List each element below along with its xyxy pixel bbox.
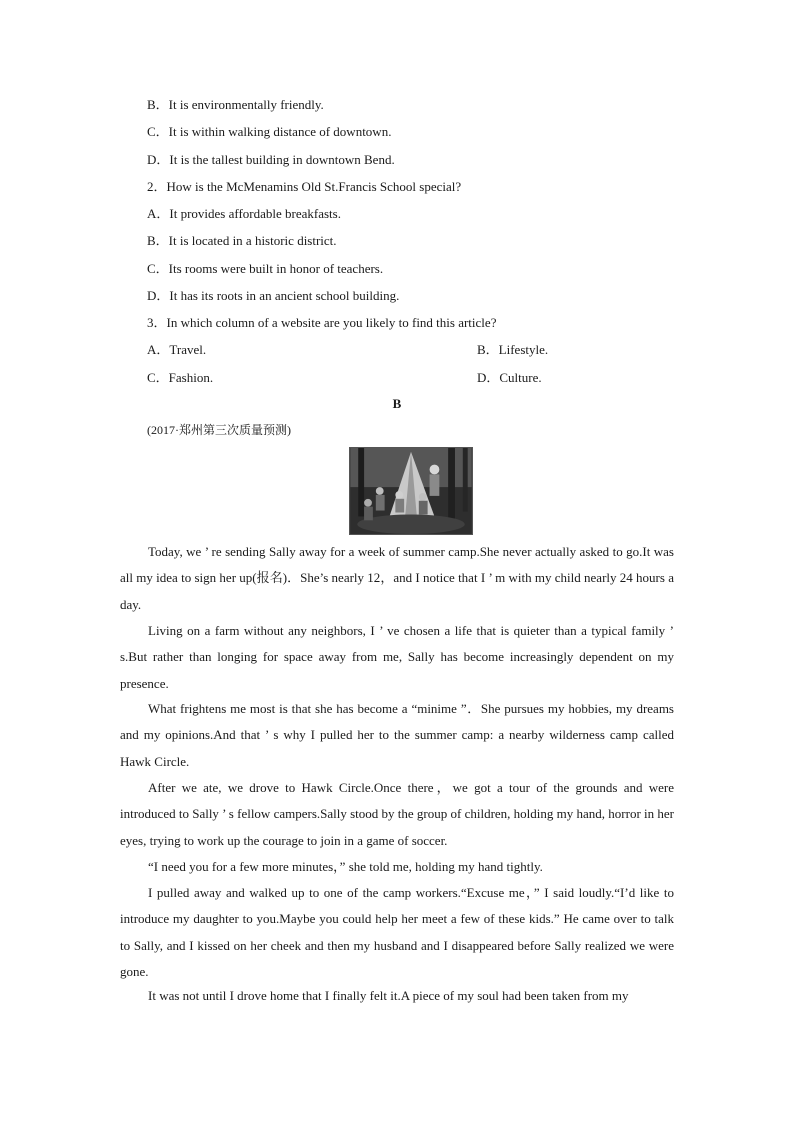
story-paragraph-3: What frightens me most is that she has become a “minime ”．She pursues my hobbies, my dreams and my opinions.And that ’ s why I pulled her to the summer camp: a nearby wilderness camp called Hawk Circle. (120, 701, 674, 769)
story-paragraph-7: It was not until I drove home that I finally felt it.A piece of my soul had been taken from my (148, 988, 629, 1003)
story-paragraph-2: Living on a farm without any neighbors, I ’ ve chosen a life that is quieter than a typical family ’ s.But rather than longing for space away from me, Sally has become increasingly dependent on my presence. (120, 623, 674, 691)
q1-option-d: D．It is the tallest building in downtown Bend. (147, 152, 395, 167)
story-paragraph-5: “I need you for a few more minutes，” she told me, holding my hand tightly. (148, 859, 543, 874)
q3-question: 3．In which column of a website are you likely to find this article? (147, 315, 497, 330)
q2-option-c: C．Its rooms were built in honor of teachers. (147, 261, 384, 276)
story-paragraph-6: I pulled away and walked up to one of the camp workers.“Excuse me，” I said loudly.“I’d like to introduce my daughter to you.Maybe you could help her meet a few of these kids.” He came over to talk to Sally, and I kissed on her cheek and then my husband and I disappeared before Sally realized we were gone. (120, 885, 674, 979)
story-paragraph-4: After we ate, we drove to Hawk Circle.Once there，we got a tour of the grounds and were introduced to Sally ’ s fellow campers.Sally stood by the group of children, holding my hand, horror in her eyes, trying to work up the courage to join in a game of soccer. (120, 780, 674, 848)
q3-option-b: B．Lifestyle. (477, 342, 549, 357)
q3-option-a: A．Travel. (147, 342, 207, 357)
q2-option-a: A．It provides affordable breakfasts. (147, 206, 341, 221)
q1-option-b: B．It is environmentally friendly. (147, 97, 324, 112)
source-note: (2017·郑州第三次质量预测) (147, 423, 291, 437)
q2-option-b: B．It is located in a historic district. (147, 233, 337, 248)
q3-option-d: D．Culture. (477, 370, 542, 385)
q2-option-d: D．It has its roots in an ancient school building. (147, 288, 400, 303)
q1-option-c: C．It is within walking distance of downtown. (147, 124, 392, 139)
story-paragraph-1: Today, we ’ re sending Sally away for a week of summer camp.She never actually asked to go.It was all my idea to sign her up(报名)．She’s nearly 12，and I notice that I ’ m with my child nearly 24 hours a day. (120, 544, 674, 612)
q3-option-c: C．Fashion. (147, 370, 214, 385)
camp-photo (349, 447, 473, 535)
section-b-heading: B (392, 396, 402, 411)
q2-question: 2．How is the McMenamins Old St.Francis School special? (147, 179, 462, 194)
